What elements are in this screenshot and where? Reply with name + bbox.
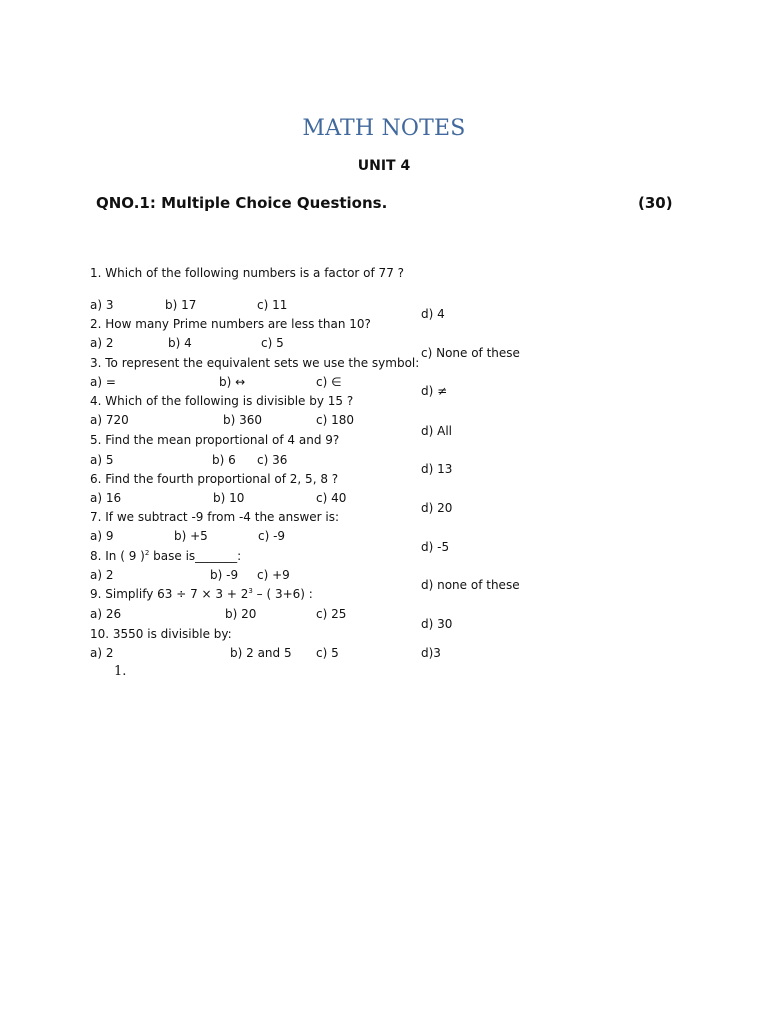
question-5-text: 5. Find the mean proportional of 4 and 9? (90, 433, 340, 447)
question-7-text: 7. If we subtract -9 from -4 the answer is: (90, 510, 340, 524)
question-5-option-d: d) 13 (421, 462, 453, 476)
question-3-text: 3. To represent the equivalent sets we use the symbol: (90, 356, 420, 370)
question-5-option-a: a) 5 (90, 453, 114, 467)
question-6-text: 6. Find the fourth proportional of 2, 5, 8 ? (90, 472, 339, 486)
question-5-option-b: b) 6 (212, 453, 236, 467)
question-1-option-c: c) 11 (257, 298, 288, 312)
question-2-option-b: b) 4 (168, 336, 192, 350)
question-4-option-d: d) All (421, 424, 452, 438)
question-10-option-c: c) 5 (316, 646, 339, 660)
question-5-option-c: c) 36 (257, 453, 288, 467)
question-2-option-c: c) 5 (261, 336, 284, 350)
question-4-option-a: a) 720 (90, 413, 129, 427)
question-7-option-b: b) +5 (174, 529, 208, 543)
question-4-option-c: c) 180 (316, 413, 354, 427)
question-10-option-b: b) 2 and 5 (230, 646, 292, 660)
question-3-option-b: b) ↔ (219, 375, 246, 389)
question-8-option-d: d) none of these (421, 578, 520, 592)
section-marks: (30) (638, 194, 673, 212)
question-6-option-d: d) 20 (421, 501, 453, 515)
question-6-option-b: b) 10 (213, 491, 245, 505)
question-3-option-c: c) ∈ (316, 375, 342, 389)
unit-heading: UNIT 4 (357, 158, 411, 174)
question-7-option-a: a) 9 (90, 529, 114, 543)
question-3-option-a: a) = (90, 375, 116, 389)
question-9-option-d: d) 30 (421, 617, 453, 631)
question-9-option-a: a) 26 (90, 607, 122, 621)
question-8-option-b: b) -9 (210, 568, 239, 582)
question-9-option-b: b) 20 (225, 607, 257, 621)
question-10-text: 10. 3550 is divisible by: (90, 627, 232, 641)
question-2-option-a: a) 2 (90, 336, 114, 350)
question-9-option-c: c) 25 (316, 607, 347, 621)
question-6-option-c: c) 40 (316, 491, 347, 505)
question-6-option-a: a) 16 (90, 491, 122, 505)
question-8-text: 8. In ( 9 )$^2$ base is_______: (90, 549, 242, 563)
question-10-option-d: d)3 (421, 646, 441, 660)
question-4-option-b: b) 360 (223, 413, 263, 427)
question-4-text: 4. Which of the following is divisible by 15 ? (90, 394, 354, 408)
question-10-option-a: a) 2 (90, 646, 114, 660)
question-1-option-d: d) 4 (421, 307, 445, 321)
question-2-text: 2. How many Prime numbers are less than 10? (90, 317, 371, 331)
question-1-option-b: b) 17 (165, 298, 197, 312)
question-1-option-a: a) 3 (90, 298, 114, 312)
question-3-option-d: d) ≠ (421, 384, 448, 398)
page-title: MATH NOTES (302, 116, 466, 141)
exponent: 3 (248, 587, 253, 595)
question-8-option-a: a) 2 (90, 568, 114, 582)
trailing-list-number: 1. (114, 664, 127, 679)
question-1-text: 1. Which of the following numbers is a factor of 77 ? (90, 266, 405, 280)
question-7-option-c: c) -9 (258, 529, 286, 543)
section-heading: QNO.1: Multiple Choice Questions. (96, 194, 388, 212)
question-8-option-c: c) +9 (257, 568, 290, 582)
question-7-option-d: d) -5 (421, 540, 450, 554)
exponent: 2 (144, 549, 150, 557)
question-2-option-d: c) None of these (421, 346, 520, 360)
question-9-text: 9. Simplify $63 \div 7 \times 3 + 2^3$ – ( 3+6) : (90, 587, 313, 601)
